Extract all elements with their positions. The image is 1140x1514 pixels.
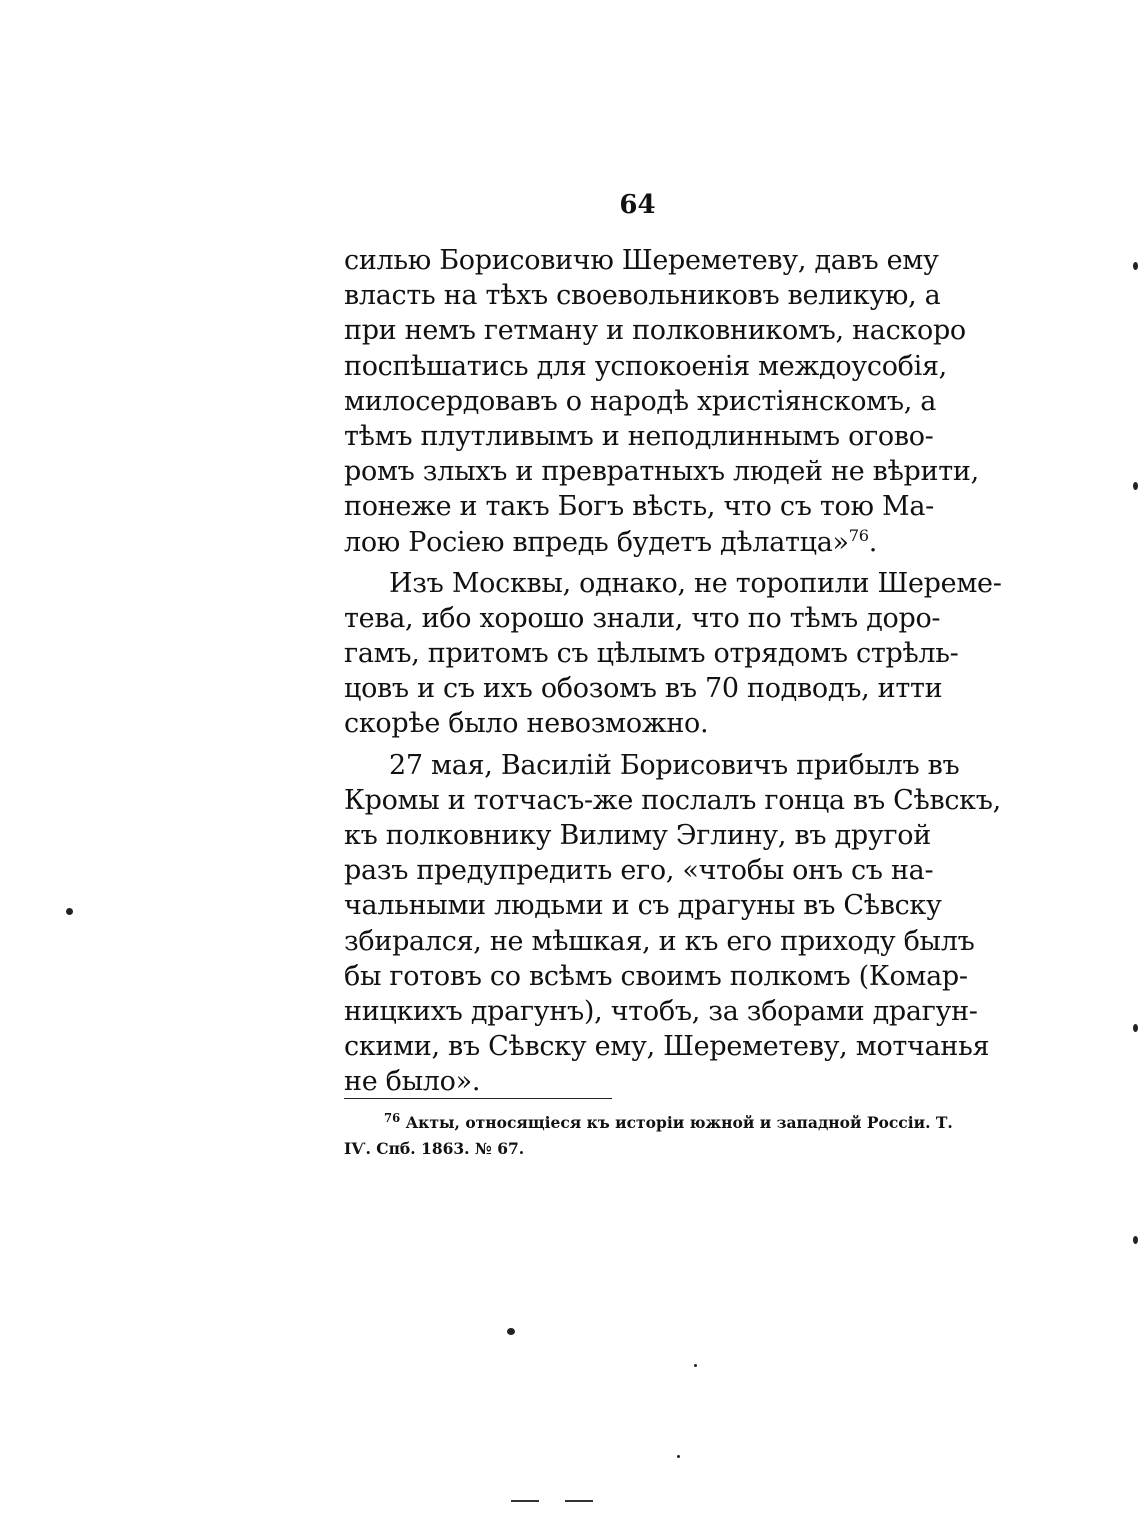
text-line: Изъ Москвы, однако, не торопили Шереме- [389,567,1002,599]
footnote-divider [344,1098,612,1099]
scan-dash [511,1500,539,1502]
scan-dash [565,1500,593,1502]
text-line: Кромы и тотчасъ-же послалъ гонца въ Сѣвскъ, [344,784,1001,816]
footnote-line [344,1110,953,1136]
text-line: разъ предупредить его, «чтобы онъ съ на- [344,855,934,887]
text-line: гамъ, притомъ съ цѣлымъ отрядомъ стрѣль- [344,638,959,670]
text-line: власть на тѣхъ своевольниковъ великую, а [344,280,941,312]
scan-speck [1133,262,1138,270]
page-number: 64 [619,190,656,220]
paragraph [344,243,979,560]
text-line: при немъ гетману и полковникомъ, наскоро [344,315,966,347]
text-line: тѣмъ плутливымъ и неподлиннымъ огово- [344,420,934,452]
paragraph [344,748,1001,1100]
text-line-tail: . [868,526,878,558]
paragraph [344,566,1002,742]
text-line: силью Борисовичю Шереметеву, давъ ему [344,245,939,276]
scan-speck [694,1364,697,1367]
text-line: понеже и такъ Богъ вѣсть, что съ тою Ма- [344,491,934,523]
text-line: къ полковнику Вилиму Эглину, въ другой [344,820,931,851]
scan-speck [507,1328,515,1335]
text-line: ромъ злыхъ и превратныхъ людей не вѣрити, [344,456,979,488]
text-line: бы готовъ со всѣмъ своимъ полкомъ (Комар- [344,960,968,992]
text-line: поспѣшатись для успокоенія междоусобія, [344,350,947,382]
footnote-marker: 76 [384,1110,401,1125]
text-line [344,525,929,560]
scan-speck [66,908,73,915]
footnote-reference: 76 [848,525,869,545]
scan-speck [677,1455,680,1458]
text-line: скими, въ Сѣвску ему, Шереметеву, мотчанья [344,1031,990,1063]
text-line: цовъ и съ ихъ обозомъ въ 70 подводъ, итти [344,673,943,705]
scan-speck [1133,482,1138,490]
text-line: тева, ибо хорошо знали, что по тѣмъ доро- [344,602,941,634]
text-line: скорѣе было невозможно. [344,708,709,740]
text-line: чальными людьми и съ драгуны въ Сѣвску [344,890,942,922]
text-line-content: лою Росіею впредь будетъ дѣлатца» [344,526,849,558]
scan-speck [1133,1236,1138,1244]
footnote-text: Акты, относящіеся къ исторіи южной и западной Россіи. Т. [405,1113,953,1132]
text-line: ницкихъ драгунъ), чтобъ, за зборами драгун- [344,995,978,1027]
text-line: не было». [344,1066,481,1098]
text-line: милосердовавъ о народѣ христіянскомъ, а [344,385,937,417]
text-line: 27 мая, Василій Борисовичъ прибылъ въ [389,749,960,781]
scan-speck [1133,1024,1138,1032]
body-text [344,243,1002,1100]
text-line: збирался, не мѣшкая, и къ его приходу былъ [344,925,975,957]
footnote [344,1110,953,1162]
footnote-line: IѴ. Спб. 1863. № 67. [344,1139,525,1158]
